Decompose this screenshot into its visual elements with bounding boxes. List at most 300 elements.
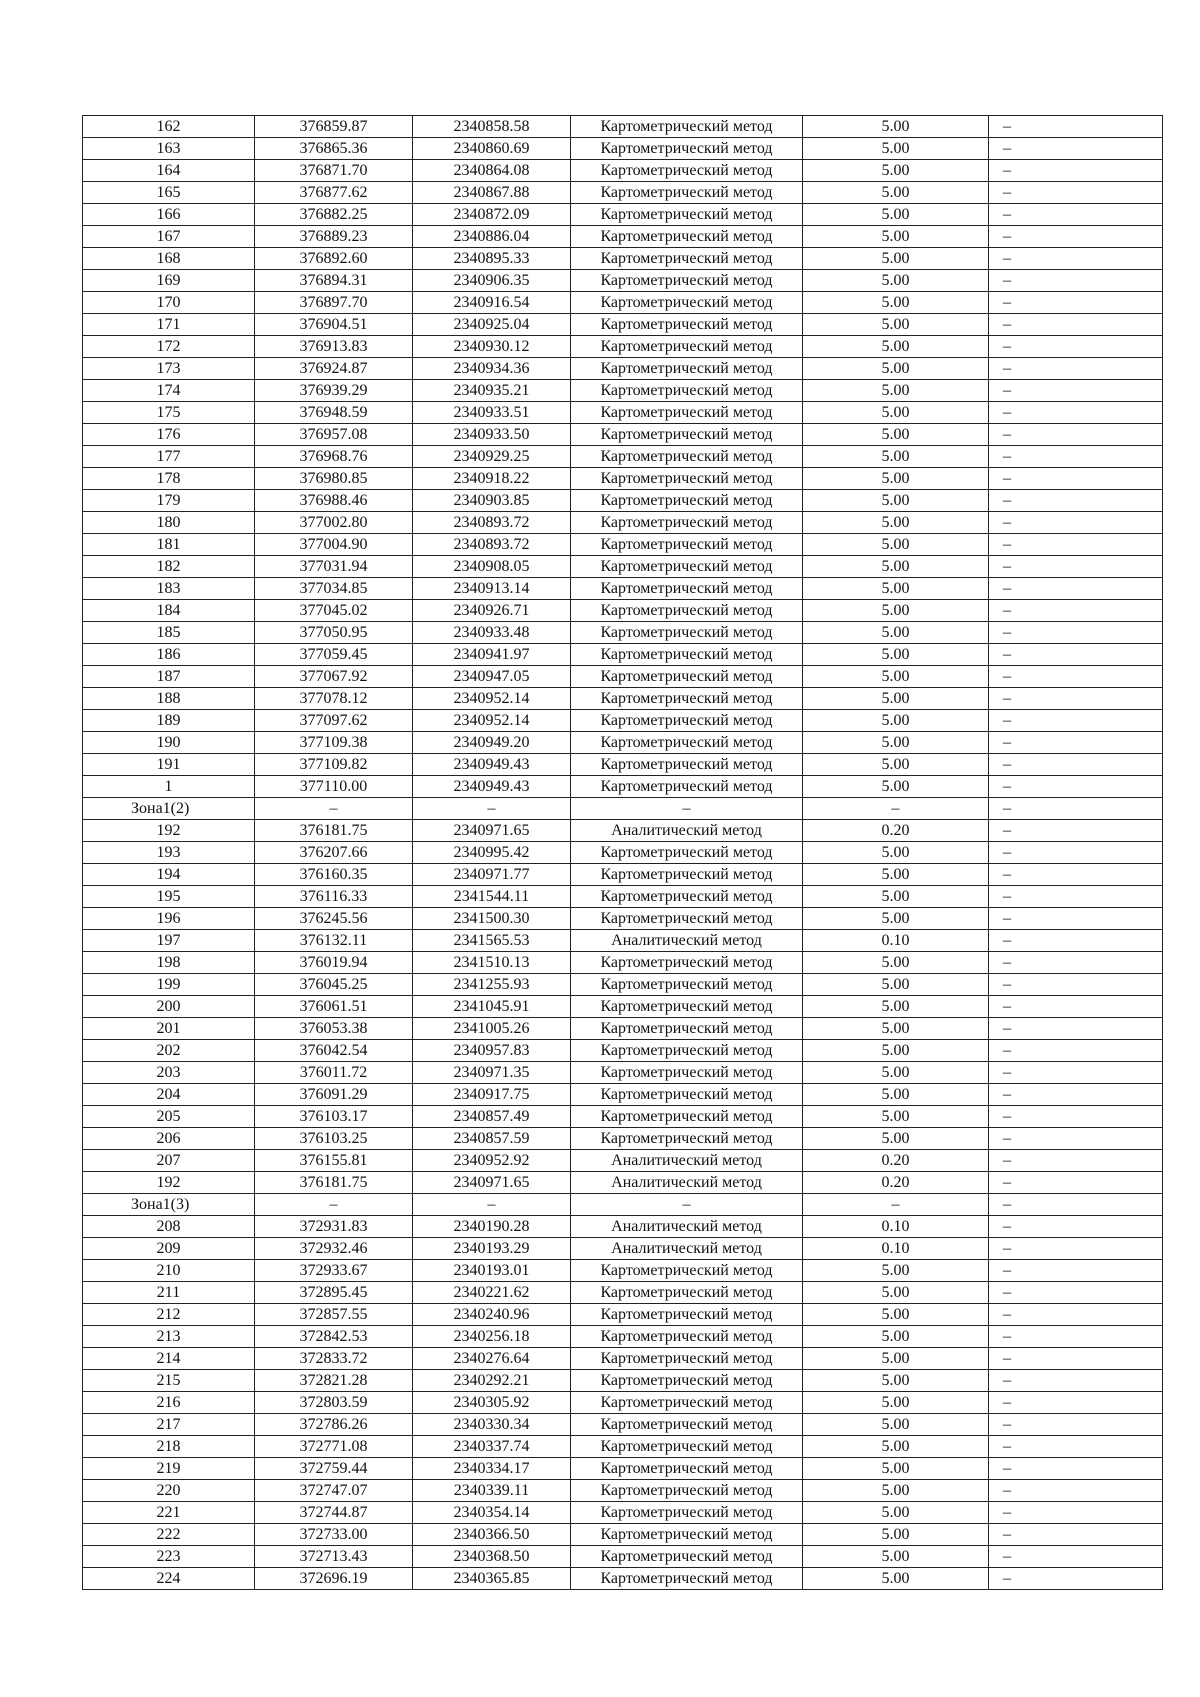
y-coordinate-cell: 2341565.53 xyxy=(413,930,571,952)
method-cell: Картометрический метод xyxy=(571,1128,803,1150)
table-row xyxy=(83,1128,1163,1150)
description-cell: – xyxy=(989,182,1163,204)
table-row xyxy=(83,622,1163,644)
table-row xyxy=(83,688,1163,710)
method-cell: Картометрический метод xyxy=(571,1018,803,1040)
method-cell: Картометрический метод xyxy=(571,1106,803,1128)
description-cell: – xyxy=(989,622,1163,644)
accuracy-cell: 5.00 xyxy=(803,864,989,886)
x-coordinate-cell: 376245.56 xyxy=(255,908,413,930)
accuracy-cell: 5.00 xyxy=(803,1414,989,1436)
point-number-cell: 183 xyxy=(83,578,255,600)
y-coordinate-cell: 2340256.18 xyxy=(413,1326,571,1348)
y-coordinate-cell: – xyxy=(413,1194,571,1216)
point-number-cell: 203 xyxy=(83,1062,255,1084)
accuracy-cell: 0.20 xyxy=(803,1150,989,1172)
x-coordinate-cell: 376155.81 xyxy=(255,1150,413,1172)
x-coordinate-cell: 376053.38 xyxy=(255,1018,413,1040)
point-number-cell: Зона1(2) xyxy=(83,798,255,820)
method-cell: Картометрический метод xyxy=(571,314,803,336)
accuracy-cell: 5.00 xyxy=(803,534,989,556)
table-row xyxy=(83,512,1163,534)
y-coordinate-cell: 2340190.28 xyxy=(413,1216,571,1238)
x-coordinate-cell: 372895.45 xyxy=(255,1282,413,1304)
accuracy-cell: 5.00 xyxy=(803,578,989,600)
accuracy-cell: 5.00 xyxy=(803,1326,989,1348)
description-cell: – xyxy=(989,446,1163,468)
point-number-cell: 182 xyxy=(83,556,255,578)
table-row xyxy=(83,138,1163,160)
y-coordinate-cell: 2340193.01 xyxy=(413,1260,571,1282)
accuracy-cell: 5.00 xyxy=(803,1260,989,1282)
accuracy-cell: 5.00 xyxy=(803,1062,989,1084)
point-number-cell: 191 xyxy=(83,754,255,776)
description-cell: – xyxy=(989,1348,1163,1370)
method-cell: Картометрический метод xyxy=(571,1260,803,1282)
y-coordinate-cell: 2340952.92 xyxy=(413,1150,571,1172)
accuracy-cell: 5.00 xyxy=(803,424,989,446)
y-coordinate-cell: 2340926.71 xyxy=(413,600,571,622)
description-cell: – xyxy=(989,204,1163,226)
description-cell: – xyxy=(989,490,1163,512)
method-cell: Картометрический метод xyxy=(571,1546,803,1568)
description-cell: – xyxy=(989,666,1163,688)
table-row xyxy=(83,182,1163,204)
description-cell: – xyxy=(989,842,1163,864)
description-cell: – xyxy=(989,1370,1163,1392)
accuracy-cell: 0.10 xyxy=(803,930,989,952)
y-coordinate-cell: 2340971.65 xyxy=(413,820,571,842)
table-row xyxy=(83,644,1163,666)
zone-header-row xyxy=(83,798,1163,820)
x-coordinate-cell: 372933.67 xyxy=(255,1260,413,1282)
table-row xyxy=(83,1502,1163,1524)
table-row xyxy=(83,1216,1163,1238)
accuracy-cell: 5.00 xyxy=(803,710,989,732)
accuracy-cell: 5.00 xyxy=(803,644,989,666)
table-row xyxy=(83,578,1163,600)
point-number-cell: 168 xyxy=(83,248,255,270)
table-row xyxy=(83,358,1163,380)
method-cell: Картометрический метод xyxy=(571,1370,803,1392)
point-number-cell: 199 xyxy=(83,974,255,996)
point-number-cell: 214 xyxy=(83,1348,255,1370)
method-cell: Картометрический метод xyxy=(571,512,803,534)
y-coordinate-cell: 2341500.30 xyxy=(413,908,571,930)
accuracy-cell: 5.00 xyxy=(803,622,989,644)
y-coordinate-cell: 2340949.43 xyxy=(413,776,571,798)
y-coordinate-cell: – xyxy=(413,798,571,820)
description-cell: – xyxy=(989,226,1163,248)
accuracy-cell: 5.00 xyxy=(803,1524,989,1546)
accuracy-cell: 5.00 xyxy=(803,974,989,996)
method-cell: Картометрический метод xyxy=(571,490,803,512)
accuracy-cell: 0.10 xyxy=(803,1216,989,1238)
table-row xyxy=(83,1084,1163,1106)
method-cell: Картометрический метод xyxy=(571,776,803,798)
description-cell: – xyxy=(989,1172,1163,1194)
description-cell: – xyxy=(989,754,1163,776)
x-coordinate-cell: 376924.87 xyxy=(255,358,413,380)
y-coordinate-cell: 2340949.20 xyxy=(413,732,571,754)
x-coordinate-cell: – xyxy=(255,798,413,820)
description-cell: – xyxy=(989,270,1163,292)
y-coordinate-cell: 2341045.91 xyxy=(413,996,571,1018)
table-row xyxy=(83,380,1163,402)
description-cell: – xyxy=(989,1524,1163,1546)
point-number-cell: 208 xyxy=(83,1216,255,1238)
table-row xyxy=(83,314,1163,336)
accuracy-cell: – xyxy=(803,798,989,820)
x-coordinate-cell: 376980.85 xyxy=(255,468,413,490)
y-coordinate-cell: 2340918.22 xyxy=(413,468,571,490)
accuracy-cell: 5.00 xyxy=(803,556,989,578)
x-coordinate-cell: 372932.46 xyxy=(255,1238,413,1260)
y-coordinate-cell: 2340925.04 xyxy=(413,314,571,336)
table-row xyxy=(83,1370,1163,1392)
y-coordinate-cell: 2340893.72 xyxy=(413,512,571,534)
accuracy-cell: 5.00 xyxy=(803,1106,989,1128)
x-coordinate-cell: 377031.94 xyxy=(255,556,413,578)
table-row xyxy=(83,1480,1163,1502)
point-number-cell: 189 xyxy=(83,710,255,732)
method-cell: Картометрический метод xyxy=(571,336,803,358)
accuracy-cell: 5.00 xyxy=(803,116,989,138)
x-coordinate-cell: 377109.82 xyxy=(255,754,413,776)
method-cell: Картометрический метод xyxy=(571,1524,803,1546)
y-coordinate-cell: 2340240.96 xyxy=(413,1304,571,1326)
accuracy-cell: 5.00 xyxy=(803,446,989,468)
table-row xyxy=(83,292,1163,314)
description-cell: – xyxy=(989,1304,1163,1326)
method-cell: Картометрический метод xyxy=(571,226,803,248)
method-cell: Картометрический метод xyxy=(571,886,803,908)
table-row xyxy=(83,336,1163,358)
accuracy-cell: 5.00 xyxy=(803,336,989,358)
y-coordinate-cell: 2340906.35 xyxy=(413,270,571,292)
method-cell: Картометрический метод xyxy=(571,248,803,270)
x-coordinate-cell: 376889.23 xyxy=(255,226,413,248)
method-cell: Картометрический метод xyxy=(571,908,803,930)
table-row xyxy=(83,666,1163,688)
table-row xyxy=(83,930,1163,952)
point-number-cell: 176 xyxy=(83,424,255,446)
description-cell: – xyxy=(989,930,1163,952)
x-coordinate-cell: 376019.94 xyxy=(255,952,413,974)
accuracy-cell: 5.00 xyxy=(803,512,989,534)
x-coordinate-cell: 376181.75 xyxy=(255,820,413,842)
accuracy-cell: 5.00 xyxy=(803,226,989,248)
table-row xyxy=(83,1546,1163,1568)
x-coordinate-cell: 376904.51 xyxy=(255,314,413,336)
accuracy-cell: 5.00 xyxy=(803,1282,989,1304)
x-coordinate-cell: 376968.76 xyxy=(255,446,413,468)
y-coordinate-cell: 2340903.85 xyxy=(413,490,571,512)
method-cell: Картометрический метод xyxy=(571,710,803,732)
point-number-cell: 210 xyxy=(83,1260,255,1282)
point-number-cell: 173 xyxy=(83,358,255,380)
accuracy-cell: 5.00 xyxy=(803,732,989,754)
table-row xyxy=(83,974,1163,996)
table-row xyxy=(83,776,1163,798)
table-row xyxy=(83,1282,1163,1304)
point-number-cell: 194 xyxy=(83,864,255,886)
description-cell: – xyxy=(989,710,1163,732)
point-number-cell: 195 xyxy=(83,886,255,908)
y-coordinate-cell: 2340276.64 xyxy=(413,1348,571,1370)
method-cell: Картометрический метод xyxy=(571,1348,803,1370)
description-cell: – xyxy=(989,1062,1163,1084)
y-coordinate-cell: 2341255.93 xyxy=(413,974,571,996)
point-number-cell: Зона1(3) xyxy=(83,1194,255,1216)
table-row xyxy=(83,908,1163,930)
table-row xyxy=(83,1062,1163,1084)
y-coordinate-cell: 2340365.85 xyxy=(413,1568,571,1590)
point-number-cell: 172 xyxy=(83,336,255,358)
accuracy-cell: 5.00 xyxy=(803,1018,989,1040)
method-cell: Аналитический метод xyxy=(571,930,803,952)
point-number-cell: 219 xyxy=(83,1458,255,1480)
description-cell: – xyxy=(989,380,1163,402)
x-coordinate-cell: 376045.25 xyxy=(255,974,413,996)
y-coordinate-cell: 2340971.35 xyxy=(413,1062,571,1084)
point-number-cell: 201 xyxy=(83,1018,255,1040)
x-coordinate-cell: 372842.53 xyxy=(255,1326,413,1348)
point-number-cell: 184 xyxy=(83,600,255,622)
method-cell: Аналитический метод xyxy=(571,1150,803,1172)
accuracy-cell: 5.00 xyxy=(803,292,989,314)
description-cell: – xyxy=(989,644,1163,666)
point-number-cell: 222 xyxy=(83,1524,255,1546)
description-cell: – xyxy=(989,248,1163,270)
method-cell: Аналитический метод xyxy=(571,1238,803,1260)
x-coordinate-cell: 372771.08 xyxy=(255,1436,413,1458)
x-coordinate-cell: 377078.12 xyxy=(255,688,413,710)
accuracy-cell: 5.00 xyxy=(803,776,989,798)
x-coordinate-cell: 372759.44 xyxy=(255,1458,413,1480)
description-cell: – xyxy=(989,534,1163,556)
point-number-cell: 190 xyxy=(83,732,255,754)
method-cell: Картометрический метод xyxy=(571,996,803,1018)
point-number-cell: 175 xyxy=(83,402,255,424)
accuracy-cell: 5.00 xyxy=(803,996,989,1018)
point-number-cell: 170 xyxy=(83,292,255,314)
accuracy-cell: 5.00 xyxy=(803,952,989,974)
x-coordinate-cell: 372747.07 xyxy=(255,1480,413,1502)
accuracy-cell: 5.00 xyxy=(803,1084,989,1106)
x-coordinate-cell: 372744.87 xyxy=(255,1502,413,1524)
x-coordinate-cell: 376011.72 xyxy=(255,1062,413,1084)
table-row xyxy=(83,402,1163,424)
point-number-cell: 165 xyxy=(83,182,255,204)
description-cell: – xyxy=(989,1084,1163,1106)
table-row xyxy=(83,1326,1163,1348)
x-coordinate-cell: 377004.90 xyxy=(255,534,413,556)
accuracy-cell: 5.00 xyxy=(803,490,989,512)
point-number-cell: 187 xyxy=(83,666,255,688)
point-number-cell: 192 xyxy=(83,820,255,842)
accuracy-cell: 5.00 xyxy=(803,314,989,336)
point-number-cell: 197 xyxy=(83,930,255,952)
table-row xyxy=(83,226,1163,248)
method-cell: Картометрический метод xyxy=(571,270,803,292)
description-cell: – xyxy=(989,1546,1163,1568)
point-number-cell: 163 xyxy=(83,138,255,160)
point-number-cell: 205 xyxy=(83,1106,255,1128)
x-coordinate-cell: 372833.72 xyxy=(255,1348,413,1370)
method-cell: Картометрический метод xyxy=(571,842,803,864)
accuracy-cell: 5.00 xyxy=(803,1502,989,1524)
method-cell: Картометрический метод xyxy=(571,864,803,886)
x-coordinate-cell: 372713.43 xyxy=(255,1546,413,1568)
accuracy-cell: 5.00 xyxy=(803,358,989,380)
description-cell: – xyxy=(989,1568,1163,1590)
accuracy-cell: 5.00 xyxy=(803,402,989,424)
description-cell: – xyxy=(989,402,1163,424)
point-number-cell: 164 xyxy=(83,160,255,182)
method-cell: Картометрический метод xyxy=(571,622,803,644)
x-coordinate-cell: 376160.35 xyxy=(255,864,413,886)
accuracy-cell: 5.00 xyxy=(803,886,989,908)
y-coordinate-cell: 2340368.50 xyxy=(413,1546,571,1568)
table-row xyxy=(83,534,1163,556)
table-row xyxy=(83,468,1163,490)
x-coordinate-cell: – xyxy=(255,1194,413,1216)
accuracy-cell: 5.00 xyxy=(803,754,989,776)
y-coordinate-cell: 2340933.51 xyxy=(413,402,571,424)
method-cell: Картометрический метод xyxy=(571,1458,803,1480)
point-number-cell: 223 xyxy=(83,1546,255,1568)
coordinates-table-body xyxy=(83,116,1163,1590)
accuracy-cell: 5.00 xyxy=(803,666,989,688)
table-row xyxy=(83,1304,1163,1326)
table-row xyxy=(83,424,1163,446)
y-coordinate-cell: 2341510.13 xyxy=(413,952,571,974)
point-number-cell: 224 xyxy=(83,1568,255,1590)
point-number-cell: 180 xyxy=(83,512,255,534)
accuracy-cell: 5.00 xyxy=(803,1128,989,1150)
method-cell: Картометрический метод xyxy=(571,1282,803,1304)
point-number-cell: 177 xyxy=(83,446,255,468)
y-coordinate-cell: 2340872.09 xyxy=(413,204,571,226)
table-row xyxy=(83,490,1163,512)
table-row xyxy=(83,1018,1163,1040)
table-row xyxy=(83,1172,1163,1194)
description-cell: – xyxy=(989,864,1163,886)
y-coordinate-cell: 2340860.69 xyxy=(413,138,571,160)
x-coordinate-cell: 376859.87 xyxy=(255,116,413,138)
description-cell: – xyxy=(989,952,1163,974)
y-coordinate-cell: 2340935.21 xyxy=(413,380,571,402)
point-number-cell: 185 xyxy=(83,622,255,644)
y-coordinate-cell: 2340949.43 xyxy=(413,754,571,776)
description-cell: – xyxy=(989,732,1163,754)
table-row xyxy=(83,842,1163,864)
method-cell: Картометрический метод xyxy=(571,160,803,182)
description-cell: – xyxy=(989,1194,1163,1216)
y-coordinate-cell: 2340857.49 xyxy=(413,1106,571,1128)
method-cell: Аналитический метод xyxy=(571,1216,803,1238)
table-row xyxy=(83,1458,1163,1480)
point-number-cell: 193 xyxy=(83,842,255,864)
x-coordinate-cell: 376988.46 xyxy=(255,490,413,512)
description-cell: – xyxy=(989,1150,1163,1172)
description-cell: – xyxy=(989,292,1163,314)
x-coordinate-cell: 376913.83 xyxy=(255,336,413,358)
accuracy-cell: 5.00 xyxy=(803,1348,989,1370)
description-cell: – xyxy=(989,138,1163,160)
x-coordinate-cell: 377110.00 xyxy=(255,776,413,798)
description-cell: – xyxy=(989,974,1163,996)
point-number-cell: 207 xyxy=(83,1150,255,1172)
table-row xyxy=(83,1414,1163,1436)
description-cell: – xyxy=(989,1436,1163,1458)
point-number-cell: 217 xyxy=(83,1414,255,1436)
point-number-cell: 188 xyxy=(83,688,255,710)
accuracy-cell: 5.00 xyxy=(803,1392,989,1414)
point-number-cell: 220 xyxy=(83,1480,255,1502)
table-row xyxy=(83,864,1163,886)
point-number-cell: 192 xyxy=(83,1172,255,1194)
point-number-cell: 211 xyxy=(83,1282,255,1304)
description-cell: – xyxy=(989,578,1163,600)
x-coordinate-cell: 377050.95 xyxy=(255,622,413,644)
method-cell: Картометрический метод xyxy=(571,182,803,204)
table-row xyxy=(83,204,1163,226)
method-cell: Картометрический метод xyxy=(571,292,803,314)
table-row xyxy=(83,270,1163,292)
description-cell: – xyxy=(989,1040,1163,1062)
description-cell: – xyxy=(989,776,1163,798)
y-coordinate-cell: 2340354.14 xyxy=(413,1502,571,1524)
description-cell: – xyxy=(989,1106,1163,1128)
point-number-cell: 206 xyxy=(83,1128,255,1150)
x-coordinate-cell: 377097.62 xyxy=(255,710,413,732)
table-row xyxy=(83,952,1163,974)
accuracy-cell: 5.00 xyxy=(803,688,989,710)
method-cell: Картометрический метод xyxy=(571,358,803,380)
point-number-cell: 209 xyxy=(83,1238,255,1260)
description-cell: – xyxy=(989,424,1163,446)
x-coordinate-cell: 376892.60 xyxy=(255,248,413,270)
accuracy-cell: 0.20 xyxy=(803,1172,989,1194)
y-coordinate-cell: 2340339.11 xyxy=(413,1480,571,1502)
accuracy-cell: 5.00 xyxy=(803,1458,989,1480)
method-cell: Картометрический метод xyxy=(571,424,803,446)
description-cell: – xyxy=(989,1282,1163,1304)
table-row xyxy=(83,996,1163,1018)
coordinates-table xyxy=(82,115,1163,1590)
method-cell: – xyxy=(571,798,803,820)
description-cell: – xyxy=(989,116,1163,138)
table-row xyxy=(83,116,1163,138)
point-number-cell: 221 xyxy=(83,1502,255,1524)
accuracy-cell: 5.00 xyxy=(803,204,989,226)
method-cell: Картометрический метод xyxy=(571,578,803,600)
point-number-cell: 204 xyxy=(83,1084,255,1106)
description-cell: – xyxy=(989,1238,1163,1260)
method-cell: Картометрический метод xyxy=(571,732,803,754)
method-cell: Картометрический метод xyxy=(571,1480,803,1502)
y-coordinate-cell: 2340334.17 xyxy=(413,1458,571,1480)
description-cell: – xyxy=(989,358,1163,380)
description-cell: – xyxy=(989,160,1163,182)
table-row xyxy=(83,1150,1163,1172)
x-coordinate-cell: 376939.29 xyxy=(255,380,413,402)
description-cell: – xyxy=(989,1326,1163,1348)
accuracy-cell: 5.00 xyxy=(803,1040,989,1062)
point-number-cell: 215 xyxy=(83,1370,255,1392)
